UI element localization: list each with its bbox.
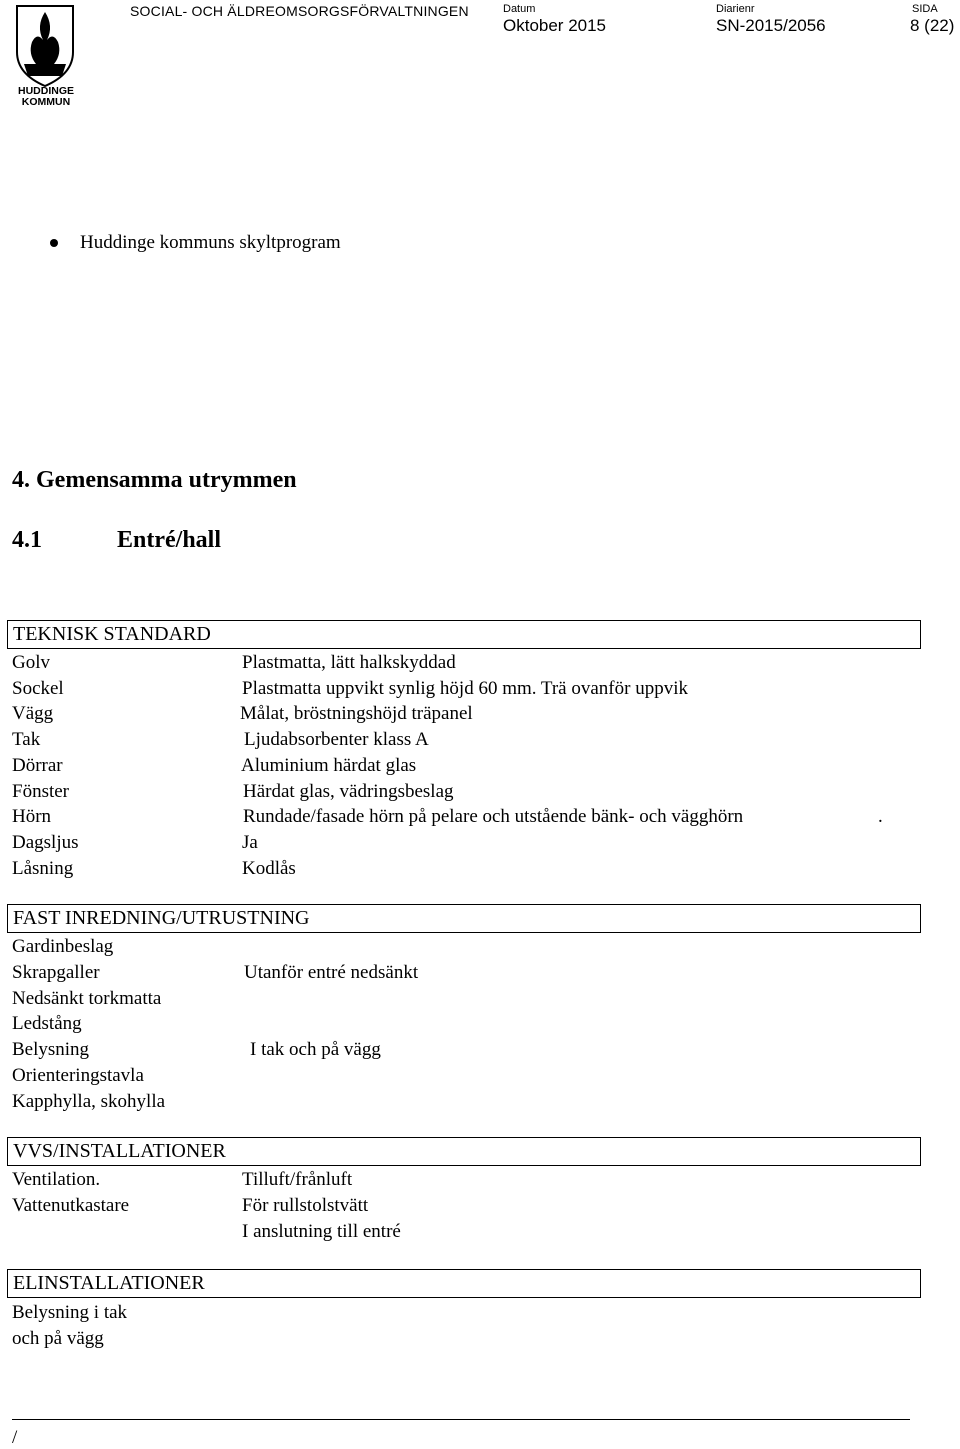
row-label-horn: Hörn (12, 806, 52, 827)
fast-value-belysning: I tak och på vägg (250, 1039, 381, 1060)
logo-text-line2: KOMMUN (21, 96, 71, 106)
vvs-value-ventilation: Tilluft/frånluft (242, 1169, 353, 1190)
row-label-lasning: Låsning (12, 858, 74, 879)
row-label-dagsljus: Dagsljus (12, 832, 79, 853)
bullet-item: Huddinge kommuns skyltprogram (80, 232, 341, 253)
diarienr-value: SN-2015/2056 (716, 16, 826, 35)
sida-label: SIDA (912, 3, 938, 15)
footer-divider (12, 1419, 910, 1420)
row-value-sockel: Plastmatta uppvikt synlig höjd 60 mm. Trä ovanför uppvik (242, 678, 688, 699)
fast-inredning-box (7, 904, 921, 933)
row-value-tak: Ljudabsorbenter klass A (244, 729, 429, 750)
teknisk-standard-box (7, 620, 921, 649)
section-heading: 4. Gemensamma utrymmen (12, 467, 297, 493)
row-label-sockel: Sockel (12, 678, 64, 699)
row-label-tak: Tak (12, 729, 41, 750)
header-organization: SOCIAL- OCH ÄLDREOMSORGSFÖRVALTNINGEN (130, 3, 469, 19)
row-label-vagg: Vägg (12, 703, 54, 724)
vvs-value-rullstolstvatt: För rullstolstvätt (242, 1195, 369, 1216)
vvs-value-anslutning: I anslutning till entré (242, 1221, 401, 1242)
logo-text-line1: HUDDINGE (17, 85, 75, 97)
row-value-lasning: Kodlås (242, 858, 296, 879)
fast-label-ledstang: Ledstång (12, 1013, 82, 1034)
row-label-dorrar: Dörrar (12, 755, 63, 776)
logo-emblem-icon (10, 2, 82, 106)
huddinge-logo (10, 2, 82, 106)
row-value-dorrar: Aluminium härdat glas (241, 755, 417, 776)
row-value-horn: Rundade/fasade hörn på pelare och utstående bänk- och vägghörn (243, 806, 744, 827)
diarienr-label: Diarienr (716, 3, 755, 15)
el-label-belysning: Belysning i tak (12, 1302, 128, 1323)
sida-value: 8 (22) (910, 16, 955, 35)
fast-label-belysning: Belysning (12, 1039, 90, 1060)
row-trailing-dot: . (878, 806, 883, 827)
row-value-golv: Plastmatta, lätt halkskyddad (242, 652, 456, 673)
datum-label: Datum (503, 3, 536, 15)
fast-label-kapphylla: Kapphylla, skohylla (12, 1091, 166, 1112)
row-value-dagsljus: Ja (242, 832, 258, 853)
subsection-title: Entré/hall (117, 527, 222, 553)
fast-value-skrapgaller: Utanför entré nedsänkt (244, 962, 419, 983)
vvs-label-vattenutkastare: Vattenutkastare (12, 1195, 130, 1216)
section-title-vvs: VVS/INSTALLATIONER (13, 1140, 226, 1162)
row-label-golv: Golv (12, 652, 50, 673)
row-value-fonster: Härdat glas, vädringsbeslag (243, 781, 454, 802)
section-title-el: ELINSTALLATIONER (13, 1272, 205, 1294)
row-label-fonster: Fönster (12, 781, 69, 802)
fast-label-gardinbeslag: Gardinbeslag (12, 936, 114, 957)
fast-label-skrapgaller: Skrapgaller (12, 962, 100, 983)
vvs-label-ventilation: Ventilation. (12, 1169, 101, 1190)
elinstallationer-box (7, 1269, 921, 1298)
subsection-number: 4.1 (12, 527, 42, 553)
el-label-vagg: och på vägg (12, 1328, 104, 1349)
section-title-fast: FAST INREDNING/UTRUSTNING (13, 907, 310, 929)
fast-label-orienteringstavla: Orienteringstavla (12, 1065, 144, 1086)
row-value-vagg: Målat, bröstningshöjd träpanel (240, 703, 473, 724)
vvs-installationer-box (7, 1137, 921, 1166)
fast-label-torkmatta: Nedsänkt torkmatta (12, 988, 162, 1009)
bullet-icon (50, 239, 58, 247)
section-title-teknisk: TEKNISK STANDARD (13, 623, 211, 645)
footer-mark: / (12, 1427, 18, 1448)
datum-value: Oktober 2015 (503, 16, 607, 35)
